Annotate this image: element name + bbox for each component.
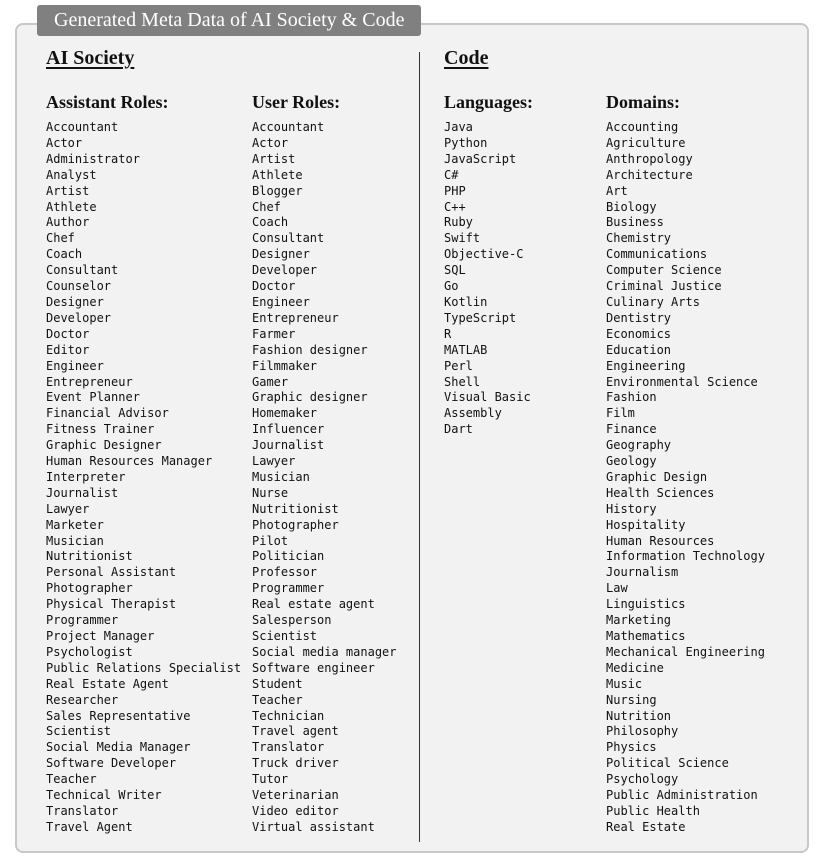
assistant-role-item: Accountant	[46, 120, 119, 134]
user-role-item: Fashion designer	[252, 342, 368, 357]
assistant-role-item: Translator	[46, 803, 119, 818]
assistant-role-item: Personal Assistant	[46, 565, 177, 580]
language-item: Objective-C	[444, 247, 524, 262]
user-role-item: Programmer	[252, 581, 325, 596]
domain-item: Economics	[606, 326, 672, 341]
user-role-item: Salesperson	[252, 613, 332, 628]
ai-society-title: AI Society	[46, 47, 135, 69]
domain-item: Linguistics	[606, 597, 686, 612]
domain-item: History	[606, 501, 657, 516]
domain-item: Public Administration	[606, 788, 758, 803]
domain-item: Health Sciences	[606, 485, 715, 500]
domain-item: Anthropology	[606, 151, 693, 166]
user-role-item: Gamer	[252, 374, 289, 389]
assistant-role-item: Lawyer	[46, 501, 90, 516]
assistant-role-item: Software Developer	[46, 756, 177, 771]
user-role-item: Scientist	[252, 629, 318, 643]
domain-item: Music	[606, 676, 643, 691]
domain-item: Human Resources	[606, 533, 715, 548]
domain-item: Real Estate	[606, 819, 686, 834]
user-role-item: Politician	[252, 549, 325, 564]
domain-item: Film	[606, 406, 635, 421]
user-role-item: Graphic designer	[252, 390, 368, 405]
assistant-role-item: Travel Agent	[46, 819, 133, 834]
user-role-item: Entrepreneur	[252, 310, 339, 325]
panel-title-tab: Generated Meta Data of AI Society & Code	[37, 5, 421, 36]
assistant-role-item: Financial Advisor	[46, 406, 169, 421]
language-item: JavaScript	[444, 151, 517, 166]
user-role-item: Teacher	[252, 692, 303, 707]
user-role-item: Travel agent	[252, 724, 339, 739]
domain-item: Marketing	[606, 613, 672, 628]
assistant-role-item: Actor	[46, 135, 83, 150]
user-role-item: Musician	[252, 469, 310, 484]
assistant-role-item: Sales Representative	[46, 708, 191, 723]
assistant-role-item: Programmer	[46, 613, 119, 628]
user-role-item: Technician	[252, 708, 325, 723]
domain-item: Computer Science	[606, 263, 722, 278]
domain-item: Agriculture	[606, 135, 686, 150]
assistant-roles-list	[46, 120, 241, 836]
user-role-item: Photographer	[252, 517, 339, 532]
language-item: R	[444, 326, 452, 341]
domain-item: Culinary Arts	[606, 294, 700, 309]
language-item: Swift	[444, 231, 481, 246]
user-role-item: Artist	[252, 151, 296, 166]
user-role-item: Truck driver	[252, 756, 339, 771]
domain-item: Information Technology	[606, 549, 765, 564]
assistant-role-item: Entrepreneur	[46, 374, 133, 389]
assistant-role-item: Fitness Trainer	[46, 422, 155, 437]
assistant-role-item: Graphic Designer	[46, 438, 162, 453]
domain-item: Mechanical Engineering	[606, 644, 765, 659]
languages-list	[444, 120, 531, 438]
user-role-item: Accountant	[252, 120, 325, 134]
assistant-role-item: Engineer	[46, 358, 104, 373]
domains-list	[606, 120, 765, 836]
user-role-item: Engineer	[252, 294, 310, 309]
user-role-item: Influencer	[252, 422, 325, 437]
domain-item: Geology	[606, 454, 657, 469]
domain-item: Mathematics	[606, 629, 686, 643]
language-item: Perl	[444, 358, 473, 373]
user-role-item: Actor	[252, 135, 289, 150]
assistant-role-item: Journalist	[46, 485, 119, 500]
assistant-role-item: Coach	[46, 247, 83, 262]
language-item: C#	[444, 167, 459, 182]
domain-item: Engineering	[606, 358, 686, 373]
user-role-item: Blogger	[252, 183, 303, 198]
user-role-item: Developer	[252, 263, 318, 278]
assistant-role-item: Musician	[46, 533, 104, 548]
language-item: Kotlin	[444, 294, 488, 309]
assistant-role-item: Athlete	[46, 199, 97, 214]
domain-item: Political Science	[606, 756, 729, 771]
domain-item: Communications	[606, 247, 708, 262]
assistant-role-item: Doctor	[46, 326, 90, 341]
assistant-role-item: Chef	[46, 231, 75, 246]
assistant-role-item: Photographer	[46, 581, 133, 596]
domain-item: Finance	[606, 422, 657, 437]
domain-item: Medicine	[606, 660, 664, 675]
user-role-item: Real estate agent	[252, 597, 375, 612]
assistant-role-item: Human Resources Manager	[46, 454, 213, 469]
user-role-item: Nutritionist	[252, 501, 339, 516]
domain-item: Environmental Science	[606, 374, 758, 389]
domain-item: Art	[606, 183, 628, 198]
user-role-item: Software engineer	[252, 660, 375, 675]
domains-heading: Domains:	[606, 92, 681, 112]
domain-item: Architecture	[606, 167, 693, 182]
assistant-role-item: Scientist	[46, 724, 112, 739]
user-role-item: Consultant	[252, 231, 325, 246]
language-item: PHP	[444, 183, 466, 198]
assistant-role-item: Nutritionist	[46, 549, 133, 564]
column-divider	[419, 52, 420, 842]
user-roles-heading: User Roles:	[252, 92, 341, 112]
domain-item: Education	[606, 342, 672, 357]
user-role-item: Nurse	[252, 485, 289, 500]
domain-item: Psychology	[606, 772, 679, 787]
user-role-item: Athlete	[252, 167, 303, 182]
assistant-role-item: Event Planner	[46, 390, 140, 405]
domain-item: Geography	[606, 438, 672, 453]
user-role-item: Virtual assistant	[252, 819, 375, 834]
language-item: C++	[444, 199, 466, 214]
assistant-roles-heading: Assistant Roles:	[46, 92, 169, 112]
domain-item: Dentistry	[606, 310, 672, 325]
domain-item: Journalism	[606, 565, 679, 580]
user-role-item: Chef	[252, 199, 281, 214]
assistant-role-item: Social Media Manager	[46, 740, 191, 755]
language-item: Assembly	[444, 406, 502, 421]
assistant-role-item: Artist	[46, 183, 90, 198]
assistant-role-item: Technical Writer	[46, 788, 162, 803]
assistant-role-item: Analyst	[46, 167, 97, 182]
user-role-item: Coach	[252, 215, 289, 230]
assistant-role-item: Consultant	[46, 263, 119, 278]
assistant-role-item: Psychologist	[46, 644, 133, 659]
language-item: Go	[444, 279, 459, 294]
domain-item: Business	[606, 215, 664, 230]
user-role-item: Tutor	[252, 772, 289, 787]
user-role-item: Pilot	[252, 533, 289, 548]
domain-item: Hospitality	[606, 517, 686, 532]
domain-item: Law	[606, 581, 628, 596]
user-role-item: Veterinarian	[252, 788, 339, 803]
domain-item: Accounting	[606, 120, 679, 134]
user-role-item: Translator	[252, 740, 325, 755]
assistant-role-item: Developer	[46, 310, 112, 325]
user-role-item: Doctor	[252, 279, 296, 294]
domain-item: Philosophy	[606, 724, 679, 739]
domain-item: Nursing	[606, 692, 657, 707]
user-role-item: Lawyer	[252, 454, 296, 469]
language-item: Python	[444, 135, 488, 150]
language-item: TypeScript	[444, 310, 517, 325]
user-role-item: Student	[252, 676, 303, 691]
assistant-role-item: Marketer	[46, 517, 104, 532]
user-roles-list	[252, 120, 397, 836]
user-role-item: Filmmaker	[252, 358, 318, 373]
assistant-role-item: Public Relations Specialist	[46, 660, 242, 675]
user-role-item: Professor	[252, 565, 318, 580]
assistant-role-item: Administrator	[46, 151, 140, 166]
user-role-item: Farmer	[252, 326, 296, 341]
domain-item: Public Health	[606, 803, 700, 818]
assistant-role-item: Researcher	[46, 692, 119, 707]
assistant-role-item: Project Manager	[46, 629, 155, 643]
user-role-item: Video editor	[252, 803, 339, 818]
domain-item: Fashion	[606, 390, 657, 405]
assistant-role-item: Counselor	[46, 279, 112, 294]
assistant-role-item: Teacher	[46, 772, 97, 787]
assistant-role-item: Interpreter	[46, 469, 126, 484]
domain-item: Physics	[606, 740, 657, 755]
user-role-item: Journalist	[252, 438, 325, 453]
domain-item: Chemistry	[606, 231, 672, 246]
language-item: Dart	[444, 422, 473, 437]
domain-item: Criminal Justice	[606, 279, 722, 294]
code-title: Code	[444, 47, 489, 69]
language-item: Ruby	[444, 215, 473, 230]
languages-heading: Languages:	[444, 92, 534, 112]
language-item: Shell	[444, 374, 481, 389]
assistant-role-item: Author	[46, 215, 90, 230]
language-item: Visual Basic	[444, 390, 531, 405]
language-item: Java	[444, 120, 473, 134]
user-role-item: Social media manager	[252, 644, 397, 659]
assistant-role-item: Real Estate Agent	[46, 676, 169, 691]
user-role-item: Homemaker	[252, 406, 318, 421]
language-item: MATLAB	[444, 342, 488, 357]
assistant-role-item: Physical Therapist	[46, 597, 177, 612]
assistant-role-item: Editor	[46, 342, 90, 357]
user-role-item: Designer	[252, 247, 310, 262]
domain-item: Biology	[606, 199, 657, 214]
assistant-role-item: Designer	[46, 294, 104, 309]
language-item: SQL	[444, 263, 466, 278]
domain-item: Nutrition	[606, 708, 672, 723]
domain-item: Graphic Design	[606, 469, 708, 484]
